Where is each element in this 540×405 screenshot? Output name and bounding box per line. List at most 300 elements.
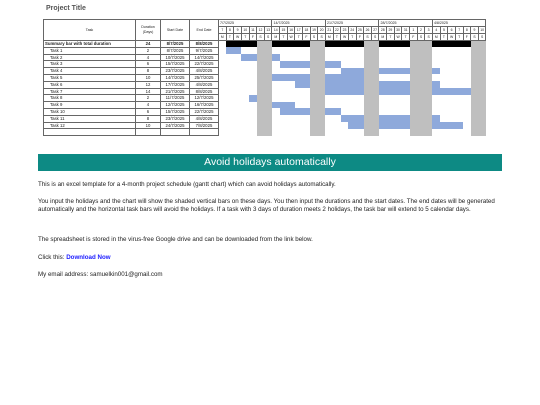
holiday-shade xyxy=(425,115,433,122)
day-cell xyxy=(348,47,356,54)
day-cell xyxy=(356,47,364,54)
task-bar-segment xyxy=(348,81,356,88)
summary-bar-segment xyxy=(249,41,257,48)
holiday-shade xyxy=(318,122,326,129)
day-cell xyxy=(226,68,234,75)
day-cell xyxy=(303,47,311,54)
day-cell xyxy=(387,54,395,61)
day-cell xyxy=(455,102,463,109)
holiday-shade xyxy=(364,88,372,95)
day-cell xyxy=(432,108,440,115)
holiday-shade xyxy=(417,54,425,61)
task-bar-segment xyxy=(303,74,311,81)
day-number: 23 xyxy=(342,28,347,32)
project-title: Project Title xyxy=(46,5,86,12)
holiday-shade xyxy=(257,108,265,115)
day-cell xyxy=(226,54,234,61)
day-number: 14 xyxy=(273,28,278,32)
task-bar-segment xyxy=(379,122,387,129)
day-letter: T xyxy=(387,34,395,41)
task-bar-segment xyxy=(387,88,395,95)
day-cell xyxy=(249,88,257,95)
day-cell xyxy=(295,68,303,75)
day-cell xyxy=(463,47,471,54)
holiday-shade xyxy=(264,95,272,102)
holiday-shade xyxy=(417,102,425,109)
day-cell xyxy=(272,47,280,54)
duration-cell: 4 xyxy=(136,102,161,109)
day-cell xyxy=(325,122,333,129)
day-cell xyxy=(219,95,227,102)
day-cell xyxy=(272,108,280,115)
duration-cell: 6 xyxy=(136,61,161,68)
holiday-shade xyxy=(371,47,379,54)
holiday-shade xyxy=(425,41,433,48)
day-letter: T xyxy=(241,34,249,41)
day-cell xyxy=(241,95,249,102)
day-cell xyxy=(249,61,257,68)
day-cell xyxy=(387,61,395,68)
day-cell xyxy=(348,95,356,102)
day-cell xyxy=(402,47,410,54)
task-name-cell: Task 9 xyxy=(44,102,136,109)
holiday-shade xyxy=(471,81,479,88)
task-row xyxy=(44,47,486,54)
summary-bar-segment xyxy=(333,41,341,48)
task-name-cell: Task 1 xyxy=(44,47,136,54)
storage-paragraph: The spreadsheet is stored in the virus-free Google drive and can be downloaded from the link below. xyxy=(38,236,313,243)
day-letter: S xyxy=(478,34,486,41)
holiday-shade xyxy=(264,115,272,122)
day-cell xyxy=(219,54,227,61)
holiday-shade xyxy=(410,88,418,95)
start-date-cell: 21/7/2025 xyxy=(161,88,190,95)
day-cell xyxy=(295,129,303,136)
holiday-shade xyxy=(471,122,479,129)
holiday-shade xyxy=(417,95,425,102)
day-cell xyxy=(325,54,333,61)
banner-heading: Avoid holidays automatically xyxy=(38,154,502,171)
task-bar-segment xyxy=(325,61,333,68)
start-date-cell: 14/7/2025 xyxy=(161,74,190,81)
header-week-row xyxy=(44,20,486,27)
holiday-shade xyxy=(417,129,425,136)
day-cell xyxy=(379,61,387,68)
holiday-shade xyxy=(264,47,272,54)
task-row xyxy=(44,68,486,75)
day-letter: M xyxy=(219,34,227,41)
task-bar-segment xyxy=(356,74,364,81)
holiday-shade xyxy=(471,61,479,68)
task-bar-segment xyxy=(394,88,402,95)
start-date-cell: 24/7/2025 xyxy=(161,122,190,129)
day-cell xyxy=(341,54,349,61)
holiday-shade xyxy=(257,47,265,54)
task-bar-segment xyxy=(440,88,448,95)
holiday-shade xyxy=(364,47,372,54)
holiday-shade xyxy=(425,47,433,54)
day-cell xyxy=(341,122,349,129)
day-cell xyxy=(303,115,311,122)
task-row xyxy=(44,81,486,88)
task-bar-segment xyxy=(341,68,349,75)
day-cell xyxy=(432,47,440,54)
task-name-cell: Task 2 xyxy=(44,54,136,61)
end-date-cell: 9/7/2025 xyxy=(190,47,219,54)
week-label: 7/7/2025 xyxy=(219,20,272,27)
holiday-shade xyxy=(318,68,326,75)
day-cell xyxy=(219,115,227,122)
task-row xyxy=(44,122,486,129)
day-cell xyxy=(272,95,280,102)
start-date-cell: 15/7/2025 xyxy=(161,61,190,68)
day-cell xyxy=(387,129,395,136)
holiday-shade xyxy=(417,47,425,54)
task-bar-segment xyxy=(325,108,333,115)
day-cell xyxy=(219,108,227,115)
day-number: 7 xyxy=(219,27,227,34)
day-cell xyxy=(394,102,402,109)
column-header-start-date: Start Date xyxy=(161,20,190,41)
day-cell xyxy=(234,129,242,136)
duration-cell: 8 xyxy=(136,68,161,75)
task-bar-segment xyxy=(341,115,349,122)
day-cell xyxy=(287,68,295,75)
day-cell xyxy=(234,88,242,95)
day-number: 21 xyxy=(327,28,332,32)
day-cell xyxy=(287,81,295,88)
holiday-shade xyxy=(318,129,326,136)
day-number: 9 xyxy=(471,27,479,34)
day-number: 4 xyxy=(432,27,440,34)
day-letter: T xyxy=(226,34,234,41)
day-cell xyxy=(325,102,333,109)
day-cell xyxy=(280,129,288,136)
day-cell xyxy=(448,115,456,122)
day-cell xyxy=(287,95,295,102)
day-cell xyxy=(455,108,463,115)
gantt-chart-table xyxy=(43,19,486,136)
holiday-shade xyxy=(318,81,326,88)
summary-bar-segment xyxy=(325,41,333,48)
day-cell xyxy=(234,74,242,81)
summary-bar-segment xyxy=(379,41,387,48)
download-line xyxy=(38,254,502,262)
day-letter: T xyxy=(440,34,448,41)
holiday-shade xyxy=(264,88,272,95)
holiday-shade xyxy=(371,68,379,75)
column-header-duration: Duration (Days) xyxy=(136,20,161,41)
holiday-shade xyxy=(410,115,418,122)
start-date-cell: 12/7/2025 xyxy=(161,102,190,109)
duration-cell: 2 xyxy=(136,47,161,54)
task-bar-segment xyxy=(379,115,387,122)
start-date-cell: 23/7/2025 xyxy=(161,68,190,75)
day-cell xyxy=(234,115,242,122)
day-cell xyxy=(325,129,333,136)
download-now-link[interactable]: Download Now xyxy=(66,254,111,261)
day-cell xyxy=(402,95,410,102)
day-cell xyxy=(241,81,249,88)
task-bar-segment xyxy=(295,108,303,115)
day-number: 15 xyxy=(281,28,286,32)
summary-bar-segment xyxy=(432,41,440,48)
day-cell xyxy=(333,95,341,102)
day-cell xyxy=(272,88,280,95)
day-cell xyxy=(387,108,395,115)
task-bar-segment xyxy=(287,61,295,68)
day-cell xyxy=(280,54,288,61)
holiday-shade xyxy=(371,115,379,122)
day-number: 28 xyxy=(380,28,385,32)
summary-bar-segment xyxy=(272,41,280,48)
day-number: 22 xyxy=(335,28,339,32)
holiday-shade xyxy=(310,108,318,115)
day-cell xyxy=(394,129,402,136)
holiday-shade xyxy=(264,54,272,61)
day-cell xyxy=(448,74,456,81)
day-letter: S xyxy=(371,34,379,41)
day-number: 1 xyxy=(410,27,418,34)
end-date-cell: 14/7/2025 xyxy=(190,54,219,61)
day-cell xyxy=(448,81,456,88)
day-cell xyxy=(249,74,257,81)
holiday-shade xyxy=(257,61,265,68)
holiday-shade xyxy=(425,88,433,95)
task-bar-segment xyxy=(287,108,295,115)
day-cell xyxy=(440,68,448,75)
day-cell xyxy=(234,102,242,109)
day-number: 8 xyxy=(226,27,234,34)
task-bar-segment xyxy=(325,81,333,88)
holiday-shade xyxy=(417,81,425,88)
holiday-shade xyxy=(478,129,486,136)
day-cell xyxy=(440,54,448,61)
day-cell xyxy=(455,129,463,136)
day-letter: T xyxy=(333,34,341,41)
day-number: 27 xyxy=(373,28,378,32)
holiday-shade xyxy=(318,88,326,95)
day-cell xyxy=(303,54,311,61)
holiday-shade xyxy=(371,81,379,88)
start-date-cell: 23/7/2025 xyxy=(161,115,190,122)
day-cell xyxy=(303,122,311,129)
holiday-shade xyxy=(264,108,272,115)
summary-bar-segment xyxy=(280,41,288,48)
day-cell xyxy=(333,102,341,109)
task-bar-segment xyxy=(356,81,364,88)
task-bar-segment xyxy=(295,81,303,88)
holiday-shade xyxy=(364,129,372,136)
duration-cell: 2 xyxy=(136,95,161,102)
summary-bar-segment xyxy=(348,41,356,48)
holiday-shade xyxy=(364,115,372,122)
holiday-shade xyxy=(264,68,272,75)
task-bar-segment xyxy=(432,88,440,95)
day-cell xyxy=(356,95,364,102)
day-cell xyxy=(440,108,448,115)
day-cell xyxy=(341,129,349,136)
day-cell xyxy=(455,81,463,88)
day-cell xyxy=(432,102,440,109)
start-date-cell: 10/7/2025 xyxy=(161,54,190,61)
day-number: 30 xyxy=(396,28,400,32)
day-cell xyxy=(333,115,341,122)
task-bar-segment xyxy=(463,88,471,95)
day-cell xyxy=(455,61,463,68)
holiday-shade xyxy=(257,54,265,61)
day-cell xyxy=(287,129,295,136)
task-bar-segment xyxy=(341,88,349,95)
holiday-shade xyxy=(364,54,372,61)
day-number: 8 xyxy=(463,27,471,34)
day-cell xyxy=(463,74,471,81)
empty-row xyxy=(44,129,486,136)
holiday-shade xyxy=(478,68,486,75)
day-cell xyxy=(325,115,333,122)
duration-cell: 4 xyxy=(136,54,161,61)
summary-bar-segment xyxy=(295,41,303,48)
day-cell xyxy=(234,81,242,88)
holiday-shade xyxy=(310,74,318,81)
holiday-shade xyxy=(364,81,372,88)
day-cell xyxy=(333,122,341,129)
summary-bar-segment xyxy=(356,41,364,48)
end-date-cell: 8/8/2025 xyxy=(190,41,219,48)
day-cell xyxy=(394,61,402,68)
holiday-shade xyxy=(318,74,326,81)
empty-cell xyxy=(161,129,190,136)
day-cell xyxy=(348,54,356,61)
holiday-shade xyxy=(410,61,418,68)
day-cell xyxy=(226,122,234,129)
holiday-shade xyxy=(417,74,425,81)
day-number: 25 xyxy=(357,28,362,32)
task-name-cell: Task 7 xyxy=(44,88,136,95)
holiday-shade xyxy=(425,54,433,61)
week-label: 21/7/2025 xyxy=(325,20,378,27)
column-header-end-date: End Date xyxy=(190,20,219,41)
day-cell xyxy=(219,61,227,68)
day-number: 29 xyxy=(388,28,393,32)
holiday-shade xyxy=(257,41,265,48)
day-cell xyxy=(455,47,463,54)
day-cell xyxy=(272,122,280,129)
holiday-shade xyxy=(257,88,265,95)
task-bar-segment xyxy=(356,122,364,129)
day-number: 10 xyxy=(480,28,484,32)
summary-bar-segment xyxy=(241,41,249,48)
holiday-shade xyxy=(318,61,326,68)
day-cell xyxy=(432,61,440,68)
holiday-shade xyxy=(478,115,486,122)
empty-cell xyxy=(44,129,136,136)
holiday-shade xyxy=(471,54,479,61)
day-letter: F xyxy=(463,34,471,41)
day-number: 12 xyxy=(258,28,263,32)
day-cell xyxy=(295,95,303,102)
holiday-shade xyxy=(478,54,486,61)
day-cell xyxy=(402,102,410,109)
day-cell xyxy=(219,129,227,136)
day-cell xyxy=(241,88,249,95)
task-name-cell: Task 5 xyxy=(44,74,136,81)
task-bar-segment xyxy=(356,88,364,95)
day-cell xyxy=(394,108,402,115)
day-cell xyxy=(234,95,242,102)
day-cell xyxy=(440,129,448,136)
day-cell xyxy=(448,102,456,109)
day-cell xyxy=(249,129,257,136)
holiday-shade xyxy=(410,47,418,54)
day-cell xyxy=(448,95,456,102)
holiday-shade xyxy=(410,102,418,109)
holiday-shade xyxy=(471,68,479,75)
holiday-shade xyxy=(417,41,425,48)
holiday-shade xyxy=(417,68,425,75)
day-cell xyxy=(249,122,257,129)
day-letter: W xyxy=(234,34,242,41)
day-number: 16 xyxy=(289,28,293,32)
start-date-cell: 8/7/2025 xyxy=(161,41,190,48)
task-bar-segment xyxy=(402,68,410,75)
summary-bar-segment xyxy=(463,41,471,48)
day-cell xyxy=(379,47,387,54)
task-bar-segment xyxy=(356,68,364,75)
day-cell xyxy=(455,95,463,102)
day-cell xyxy=(394,47,402,54)
day-number: 6 xyxy=(448,27,456,34)
task-bar-segment xyxy=(249,54,257,61)
day-cell xyxy=(394,54,402,61)
task-bar-segment xyxy=(455,122,463,129)
day-cell xyxy=(303,129,311,136)
duration-cell: 12 xyxy=(136,81,161,88)
task-bar-segment xyxy=(432,115,440,122)
day-letter: W xyxy=(448,34,456,41)
day-cell xyxy=(440,102,448,109)
day-letter: T xyxy=(295,34,303,41)
day-cell xyxy=(440,47,448,54)
holiday-shade xyxy=(264,81,272,88)
day-cell xyxy=(455,115,463,122)
day-cell xyxy=(226,102,234,109)
task-bar-segment xyxy=(402,81,410,88)
day-cell xyxy=(226,95,234,102)
start-date-cell: 15/7/2025 xyxy=(161,108,190,115)
week-label: 14/7/2025 xyxy=(272,20,325,27)
day-cell xyxy=(440,81,448,88)
day-cell xyxy=(463,81,471,88)
day-cell xyxy=(226,74,234,81)
day-cell xyxy=(463,108,471,115)
day-cell xyxy=(241,108,249,115)
holiday-shade xyxy=(257,74,265,81)
task-bar-segment xyxy=(341,81,349,88)
day-cell xyxy=(448,47,456,54)
holiday-shade xyxy=(310,102,318,109)
holiday-shade xyxy=(264,41,272,48)
holiday-shade xyxy=(410,74,418,81)
day-cell xyxy=(348,129,356,136)
day-letter: M xyxy=(325,34,333,41)
holiday-shade xyxy=(471,88,479,95)
day-cell xyxy=(387,74,395,81)
day-cell xyxy=(280,88,288,95)
summary-row xyxy=(44,41,486,48)
holiday-shade xyxy=(257,102,265,109)
day-cell xyxy=(241,122,249,129)
